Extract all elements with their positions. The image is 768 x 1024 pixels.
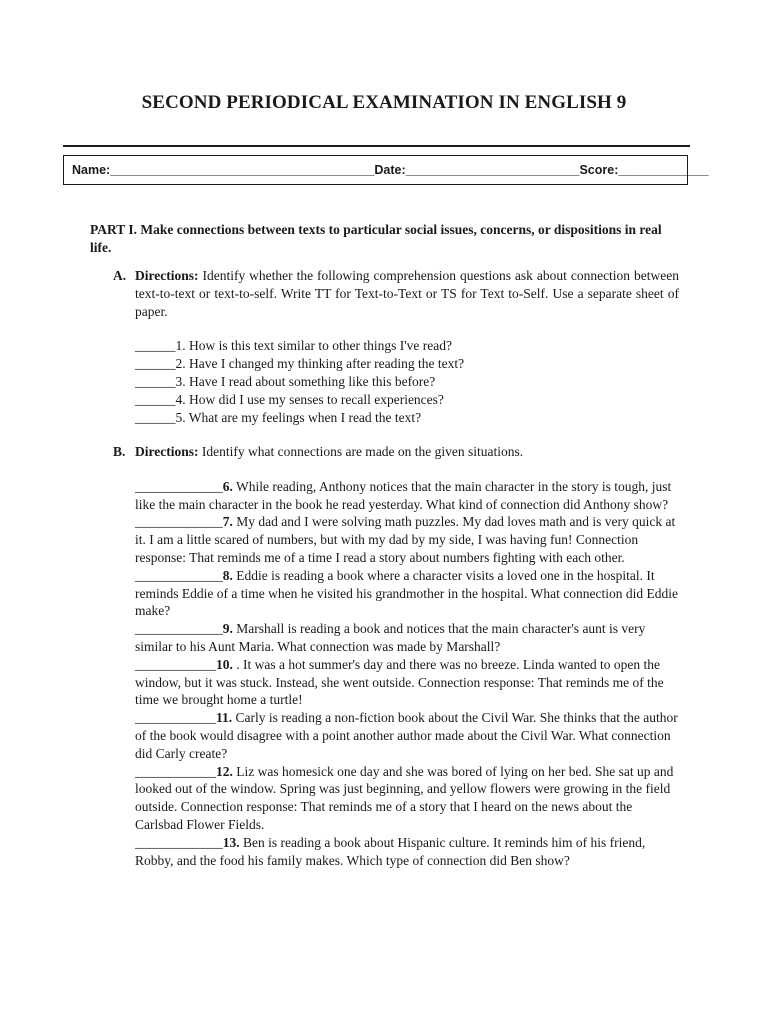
title-divider [63,145,690,147]
section-a [113,267,679,426]
student-info-box [63,155,709,185]
question-text: . It was a hot summer's day and there was no breeze. Linda wanted to open the window, but it was stuck. Instead, she went outside. Connection response: That reminds me of the time we brought home a turtle! [135,656,664,708]
question-8 [135,567,679,620]
section-b-directions-text: Identify what connections are made on the given situations. [198,444,524,459]
question-number: 7. [222,514,233,530]
section-b-question-list [135,478,679,870]
answer-blank: _____________ [135,514,223,530]
answer-blank: _____________ [135,834,223,850]
question-text: Ben is reading a book about Hispanic culture. It reminds him of his friend, Robby, and the food his family makes. Which type of connection did Ben show? [135,834,646,868]
part-1-heading: PART I. Make connections between texts to particular social issues, concerns, or dispositions in real life. [90,222,662,255]
question-number: 8. [222,567,233,583]
section-a-directions [135,267,679,320]
question-12 [135,763,679,834]
question-number: 11. [216,710,233,726]
question-11 [135,709,679,762]
question-text: While reading, Anthony notices that the main character in the story is tough, just like the main character in the book he read yesterday. What kind of connection did Anthony show? [135,478,672,512]
answer-blank: _____________ [135,567,223,583]
question-text: Marshall is reading a book and notices that the main character's aunt is very similar to his Aunt Maria. What connection was made by Marshall? [135,621,646,654]
section-a-letter: A. [113,268,127,283]
question-number: 12. [216,763,233,779]
question-5: ______5. What are my feelings when I read the text? [135,409,422,425]
question-7 [135,513,679,566]
answer-blank: _____________ [135,478,223,494]
exam-title: SECOND PERIODICAL EXAMINATION IN ENGLISH 9 [141,92,627,113]
question-10 [135,656,679,709]
question-number: 13. [222,834,240,850]
question-6 [135,478,679,514]
answer-blank: ____________ [135,656,216,672]
question-text: Carly is reading a non-fiction book about the Civil War. She thinks that the author of the book would disagree with a point another author made about the Civil War. What connection did Carly create? [135,710,678,761]
question-text: My dad and I were solving math puzzles. My dad loves math and is very quick at it. I am a little scared of numbers, but with my dad by my side, I was having fun! Connection response: That reminds me of a time I read a story about numbers fighting with each other. [135,514,676,565]
section-a-directions-text: Identify whether the following comprehension questions ask about connection between text-to-text or text-to-self. Write TT for Text-to-Text or TS for Text to-Self. Use a separate sheet of paper. [135,268,679,319]
question-2: ______2. Have I changed my thinking after reading the text? [135,356,465,372]
question-3: ______3. Have I read about something like this before? [135,373,436,389]
section-b-directions-label: Directions: [135,444,199,459]
date-field: Date:_________________________ [374,163,580,177]
question-9 [135,620,679,656]
question-4: ______4. How did I use my senses to recall experiences? [135,391,444,407]
question-number: 9. [222,621,233,637]
section-a-directions-label: Directions: [135,268,199,283]
section-b-directions [135,443,679,461]
question-number: 10. [216,656,233,672]
answer-blank: ____________ [135,763,216,779]
section-b [113,443,679,869]
question-13 [135,834,679,870]
question-text: Liz was homesick one day and she was bored of lying on her bed. She sat up and looked out of the window. Spring was just beginning, and yellow flowers were growing in the field outside. Connection response: That reminds me of a story that I heard on the news about the Carlsbad Flower Fields. [135,763,674,832]
answer-blank: ____________ [135,710,216,726]
question-text: Eddie is reading a book where a character visits a loved one in the hospital. It reminds Eddie of a time when he visited his grandmother in the hospital. What connection did Eddie make? [135,567,678,619]
section-a-question-list [135,337,679,426]
question-number: 6. [222,478,233,494]
question-1: ______1. How is this text similar to other things I've read? [135,338,453,354]
answer-blank: _____________ [135,621,223,637]
section-b-letter: B. [113,444,126,459]
name-field: Name:______________________________________ [72,163,375,177]
score-field: Score:_____________ [579,163,709,177]
